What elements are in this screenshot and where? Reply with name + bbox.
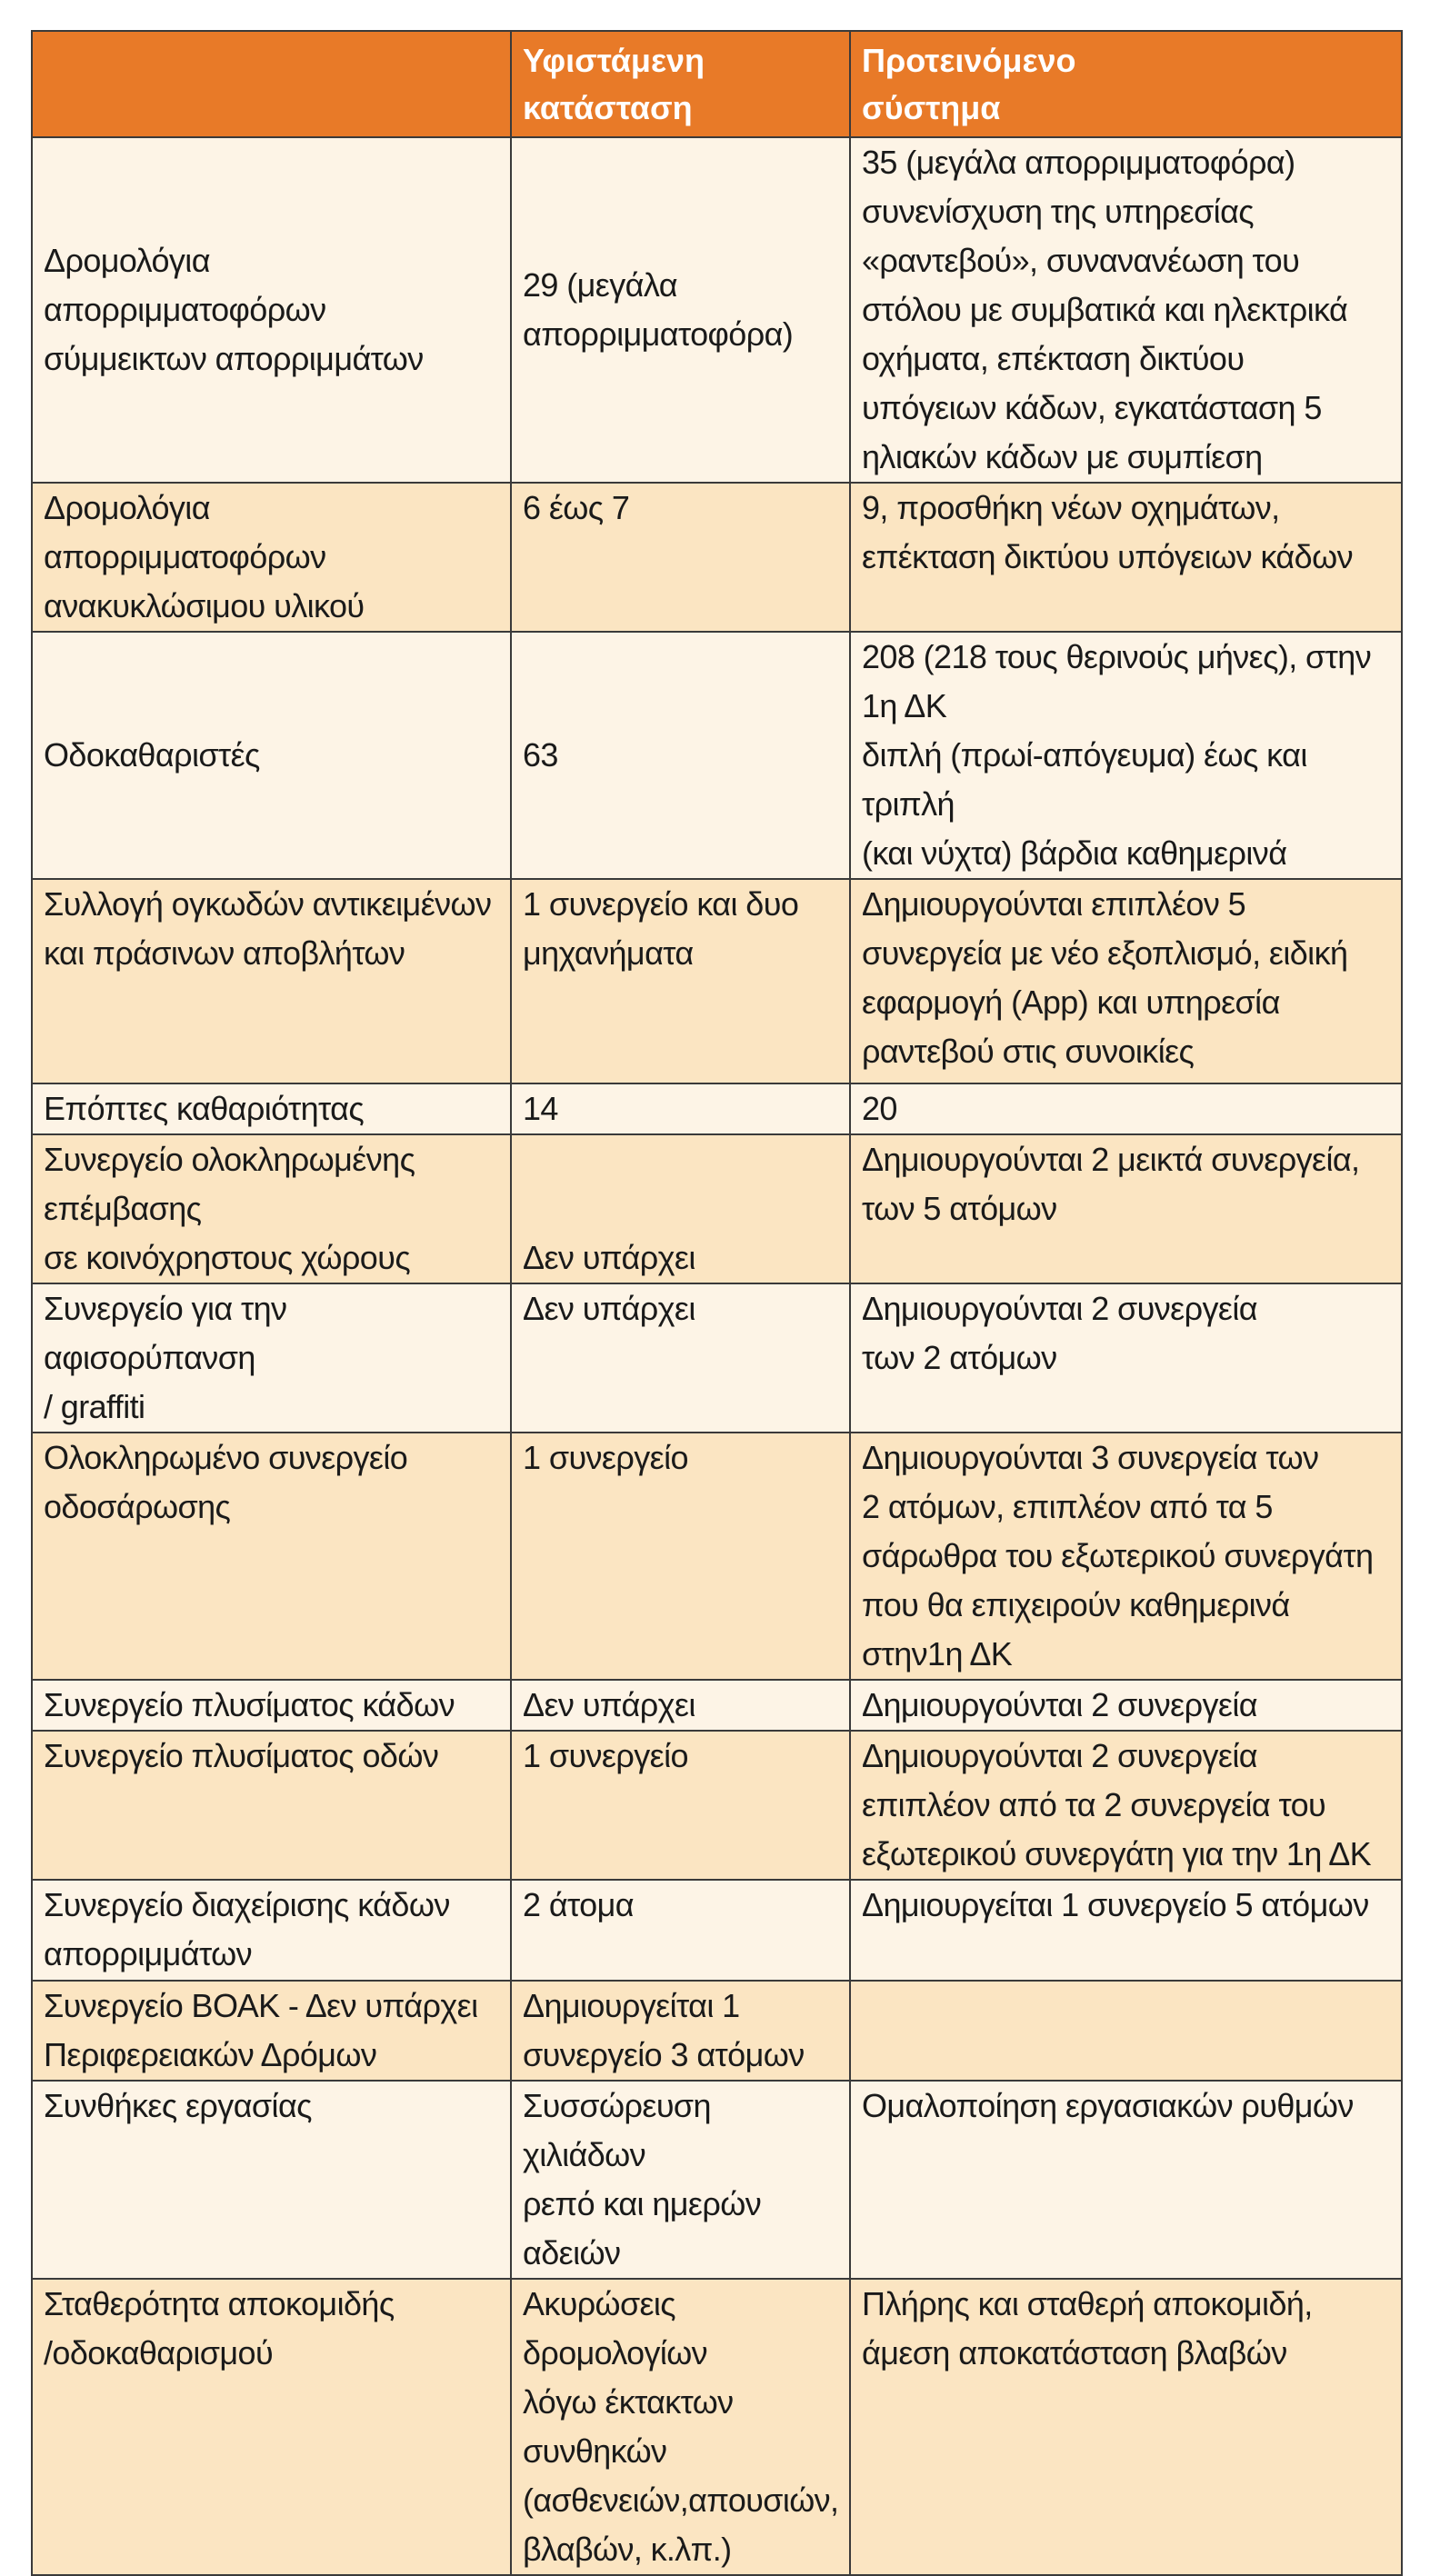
row-label-text: Οδοκαθαριστές xyxy=(44,736,260,774)
row-label xyxy=(32,2279,511,2575)
table-row xyxy=(32,879,1402,1083)
row-label xyxy=(32,1433,511,1680)
current-state-text: 6 έως 7 xyxy=(523,489,630,526)
row-label xyxy=(32,1134,511,1283)
current-state-cell xyxy=(511,1981,850,2081)
row-label-text: Ολοκληρωμένο συνεργείο οδοσάρωσης xyxy=(44,1439,408,1525)
proposed-system-cell xyxy=(850,2081,1402,2279)
proposed-system-cell xyxy=(850,1731,1402,1880)
table-row xyxy=(32,1731,1402,1880)
current-state-text: 63 xyxy=(523,736,558,774)
current-state-cell xyxy=(511,1731,850,1880)
row-label-text: Συνεργείο ΒΟΑΚ - Δεν υπάρχει Περιφερειακών Δρόμων xyxy=(44,1987,478,2073)
current-state-text: Ακυρώσεις δρομολογίων λόγω έκτακτων συνθηκών (ασθενειών,απουσιών, βλαβών, κ.λπ.) xyxy=(523,2285,839,2568)
row-label xyxy=(32,1680,511,1731)
row-label-text: Δρομολόγια απορριμματοφόρων σύμμεικτων απορριμμάτων xyxy=(44,242,424,377)
row-label xyxy=(32,1731,511,1880)
row-label-text: Συνεργείο ολοκληρωμένης επέμβασης σε κοινόχρηστους χώρους xyxy=(44,1141,415,1276)
proposed-system-cell xyxy=(850,632,1402,879)
row-label-text: Δρομολόγια απορριμματοφόρων ανακυκλώσιμου υλικού xyxy=(44,489,365,624)
header-current-state: Υφιστάμενη κατάσταση xyxy=(511,31,850,137)
header-proposed-system: Προτεινόμενο σύστημα xyxy=(850,31,1402,137)
table-row xyxy=(32,632,1402,879)
row-label-text: Επόπτες καθαριότητας xyxy=(44,1090,365,1127)
current-state-text: 14 xyxy=(523,1090,558,1127)
proposed-system-text: Πλήρης και σταθερή αποκομιδή, άμεση αποκατάσταση βλαβών xyxy=(862,2285,1313,2371)
current-state-text: 2 άτομα xyxy=(523,1886,634,1923)
current-state-text: 29 (μεγάλα απορριμματοφόρα) xyxy=(523,266,794,353)
table-row xyxy=(32,1283,1402,1433)
table-row xyxy=(32,137,1402,483)
table-row xyxy=(32,1680,1402,1731)
comparison-table xyxy=(31,30,1403,2576)
row-label-text: Συνεργείο πλυσίματος οδών xyxy=(44,1737,439,1774)
proposed-system-text: Δημιουργούνται 2 συνεργεία των 2 ατόμων xyxy=(862,1290,1257,1376)
proposed-system-cell xyxy=(850,1880,1402,1981)
row-label xyxy=(32,1283,511,1433)
proposed-system-text: 208 (218 τους θερινούς μήνες), στην 1η ΔΚ διπλή (πρωί-απόγευμα) έως και τριπλή (και νύχτα) βάρδια καθημερινά xyxy=(862,638,1372,872)
proposed-system-text: Ομαλοποίηση εργασιακών ρυθμών xyxy=(862,2087,1354,2124)
proposed-system-text: 35 (μεγάλα απορριμματοφόρα) συνενίσχυση της υπηρεσίας «ραντεβού», συνανανέωση του στόλου με συμβατικά και ηλεκτρικά οχήματα, επέκταση δικτύου υπόγειων κάδων, εγκατάσταση 5 ηλιακών κάδων με συμπίεση xyxy=(862,144,1348,475)
proposed-system-cell xyxy=(850,1680,1402,1731)
table-row xyxy=(32,1433,1402,1680)
current-state-text: Δεν υπάρχει xyxy=(523,1290,695,1327)
row-label xyxy=(32,137,511,483)
current-state-cell xyxy=(511,632,850,879)
row-label xyxy=(32,632,511,879)
proposed-system-cell xyxy=(850,1134,1402,1283)
proposed-system-text: Δημιουργούνται 3 συνεργεία των 2 ατόμων, επιπλέον από τα 5 σάρωθρα του εξωτερικού συνεργάτη που θα επιχειρούν καθημερινά στην1η ΔΚ xyxy=(862,1439,1374,1672)
row-label xyxy=(32,879,511,1083)
header-empty xyxy=(32,31,511,137)
current-state-cell xyxy=(511,483,850,632)
proposed-system-text: Δημιουργούνται επιπλέον 5 συνεργεία με νέο εξοπλισμό, ειδική εφαρμογή (App) και υπηρεσία ραντεβού στις συνοικίες xyxy=(862,885,1348,1070)
current-state-cell xyxy=(511,1680,850,1731)
row-label xyxy=(32,1981,511,2081)
row-label xyxy=(32,2081,511,2279)
current-state-text: 1 συνεργείο xyxy=(523,1737,688,1774)
proposed-system-cell xyxy=(850,1083,1402,1134)
current-state-cell xyxy=(511,1433,850,1680)
row-label-text: Συνεργείο πλυσίματος κάδων xyxy=(44,1686,455,1723)
row-label-text: Συλλογή ογκωδών αντικειμένων και πράσινων αποβλήτων xyxy=(44,885,492,972)
proposed-system-text: Δημιουργούνται 2 μεικτά συνεργεία, των 5 ατόμων xyxy=(862,1141,1360,1227)
proposed-system-cell xyxy=(850,1283,1402,1433)
table-row xyxy=(32,2279,1402,2575)
proposed-system-cell xyxy=(850,483,1402,632)
table-row xyxy=(32,1981,1402,2081)
row-label-text: Συνθήκες εργασίας xyxy=(44,2087,312,2124)
current-state-cell xyxy=(511,879,850,1083)
current-state-text: Δημιουργείται 1 συνεργείο 3 ατόμων xyxy=(523,1987,805,2073)
table-row xyxy=(32,483,1402,632)
current-state-cell xyxy=(511,1134,850,1283)
table-row xyxy=(32,1880,1402,1981)
table-row xyxy=(32,1134,1402,1283)
current-state-text: Συσσώρευση χιλιάδων ρεπό και ημερών αδειών xyxy=(523,2087,762,2271)
row-label-text: Συνεργείο διαχείρισης κάδων απορριμμάτων xyxy=(44,1886,450,1972)
current-state-text: 1 συνεργείο και δυο μηχανήματα xyxy=(523,885,799,972)
current-state-cell xyxy=(511,2279,850,2575)
proposed-system-cell xyxy=(850,1981,1402,2081)
current-state-cell xyxy=(511,2081,850,2279)
current-state-text: Δεν υπάρχει xyxy=(523,1239,695,1276)
current-state-cell xyxy=(511,137,850,483)
current-state-text: Δεν υπάρχει xyxy=(523,1686,695,1723)
proposed-system-cell xyxy=(850,137,1402,483)
row-label xyxy=(32,1880,511,1981)
current-state-cell xyxy=(511,1083,850,1134)
current-state-cell xyxy=(511,1283,850,1433)
proposed-system-cell xyxy=(850,1433,1402,1680)
proposed-system-text: Δημιουργούνται 2 συνεργεία xyxy=(862,1686,1257,1723)
comparison-table-container xyxy=(31,30,1401,2576)
table-row xyxy=(32,1083,1402,1134)
current-state-cell xyxy=(511,1880,850,1981)
table-row xyxy=(32,2081,1402,2279)
header-row xyxy=(32,31,1402,137)
proposed-system-text: Δημιουργείται 1 συνεργείο 5 ατόμων xyxy=(862,1886,1369,1923)
proposed-system-text: 9, προσθήκη νέων οχημάτων, επέκταση δικτύου υπόγειων κάδων xyxy=(862,489,1353,575)
proposed-system-cell xyxy=(850,879,1402,1083)
row-label xyxy=(32,1083,511,1134)
row-label xyxy=(32,483,511,632)
proposed-system-cell xyxy=(850,2279,1402,2575)
proposed-system-text: Δημιουργούνται 2 συνεργεία επιπλέον από τα 2 συνεργεία του εξωτερικού συνεργάτη για την 1η ΔΚ xyxy=(862,1737,1372,1872)
current-state-text: 1 συνεργείο xyxy=(523,1439,688,1476)
row-label-text: Σταθερότητα αποκομιδής /οδοκαθαρισμού xyxy=(44,2285,395,2371)
row-label-text: Συνεργείο για την αφισορύπανση / graffiti xyxy=(44,1290,287,1425)
proposed-system-text: 20 xyxy=(862,1090,897,1127)
